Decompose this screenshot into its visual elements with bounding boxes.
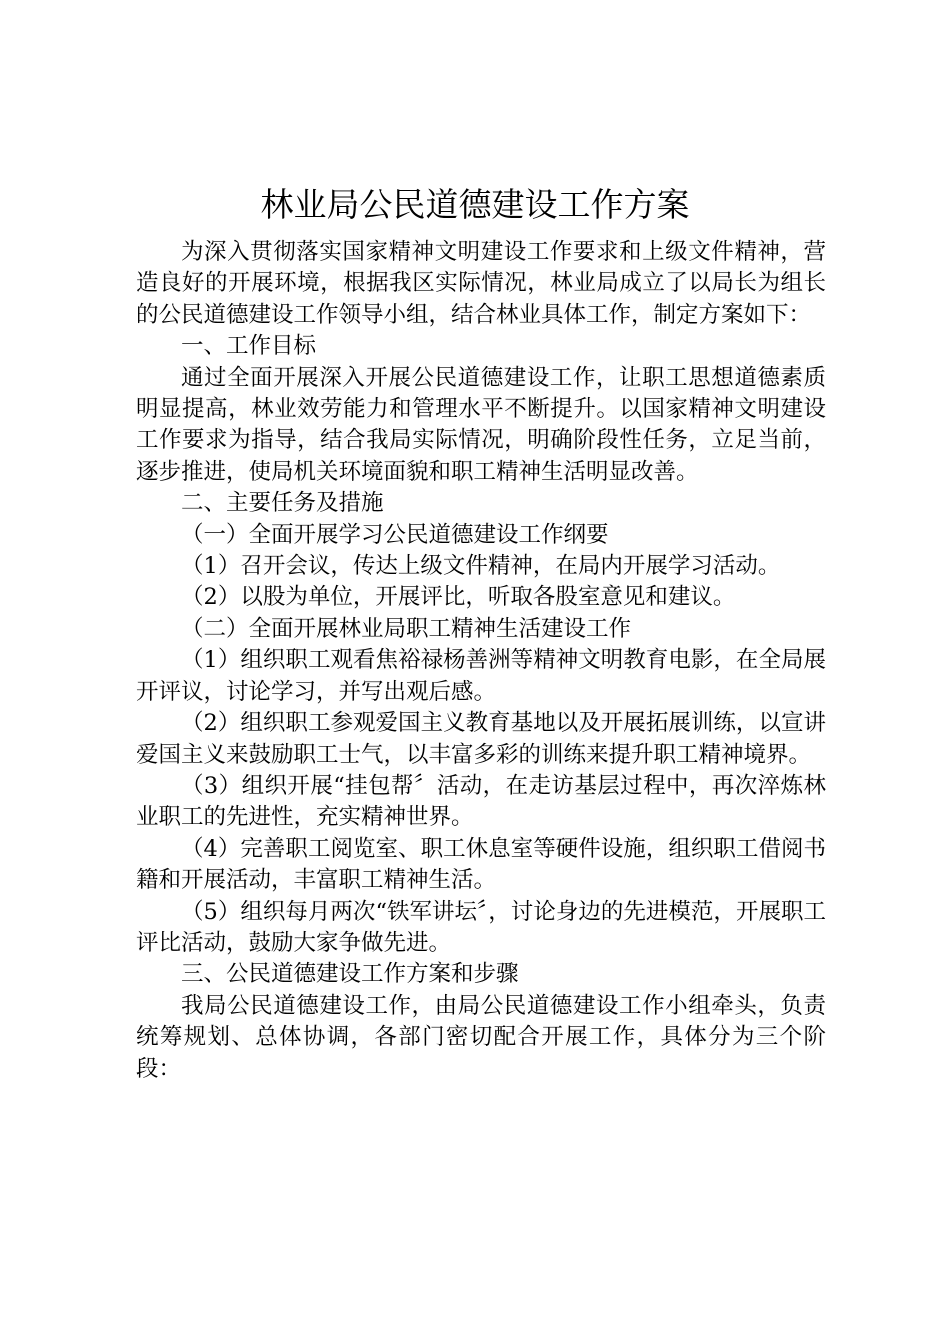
document-body xyxy=(136,237,826,1085)
spiritual-item-3: （3）组织开展“挂包帮〞活动，在走访基层过程中，再次淬炼林业职工的先进性，充实精神世界。 xyxy=(136,772,826,831)
section-heading-goals: 一、工作目标 xyxy=(181,333,317,360)
document-title: 林业局公民道德建设工作方案 xyxy=(260,185,690,224)
spiritual-item-1: （1）组织职工观看焦裕禄杨善洲等精神文明教育电影，在全局展开评议，讨论学习，并写出观后感。 xyxy=(136,647,826,705)
study-item-1: （1）召开会议，传达上级文件精神，在局内开展学习活动。 xyxy=(181,553,781,580)
subheading-spiritual-life: （二）全面开展林业局职工精神生活建设工作 xyxy=(181,615,632,642)
section-heading-tasks: 二、主要任务及措施 xyxy=(181,490,384,517)
subheading-study: （一）全面开展学习公民道德建设工作纲要 xyxy=(181,521,609,548)
spiritual-item-2: （2）组织职工参观爱国主义教育基地以及开展拓展训练，以宣讲爱国主义来鼓励职工士气，以丰富多彩的训练来提升职工精神境界。 xyxy=(136,710,826,768)
goals-paragraph: 通过全面开展深入开展公民道德建设工作，让职工思想道德素质明显提高，林业效劳能力和管理水平不断提升。以国家精神文明建设工作要求为指导，结合我局实际情况，明确阶段性任务，立足当前，逐步推进，使局机关环境面貌和职工精神生活明显改善。 xyxy=(136,364,826,485)
section-heading-steps: 三、公民道德建设工作方案和步骤 xyxy=(181,961,519,988)
study-item-2: （2）以股为单位，开展评比，听取各股室意见和建议。 xyxy=(181,584,736,611)
steps-paragraph: 我局公民道德建设工作，由局公民道德建设工作小组牵头，负责统筹规划、总体协调，各部门密切配合开展工作，具体分为三个阶段： xyxy=(136,992,826,1082)
spiritual-item-4: （4）完善职工阅览室、职工休息室等硬件设施，组织职工借阅书籍和开展活动，丰富职工精神生活。 xyxy=(136,835,826,894)
spiritual-item-5: （5）组织每月两次“铁军讲坛〞，讨论身边的先进模范，开展职工评比活动，鼓励大家争做先进。 xyxy=(136,898,826,956)
intro-paragraph: 为深入贯彻落实国家精神文明建设工作要求和上级文件精神，营造良好的开展环境，根据我区实际情况，林业局成立了以局长为组长的公民道德建设工作领导小组，结合林业具体工作，制定方案如下： xyxy=(136,239,826,328)
